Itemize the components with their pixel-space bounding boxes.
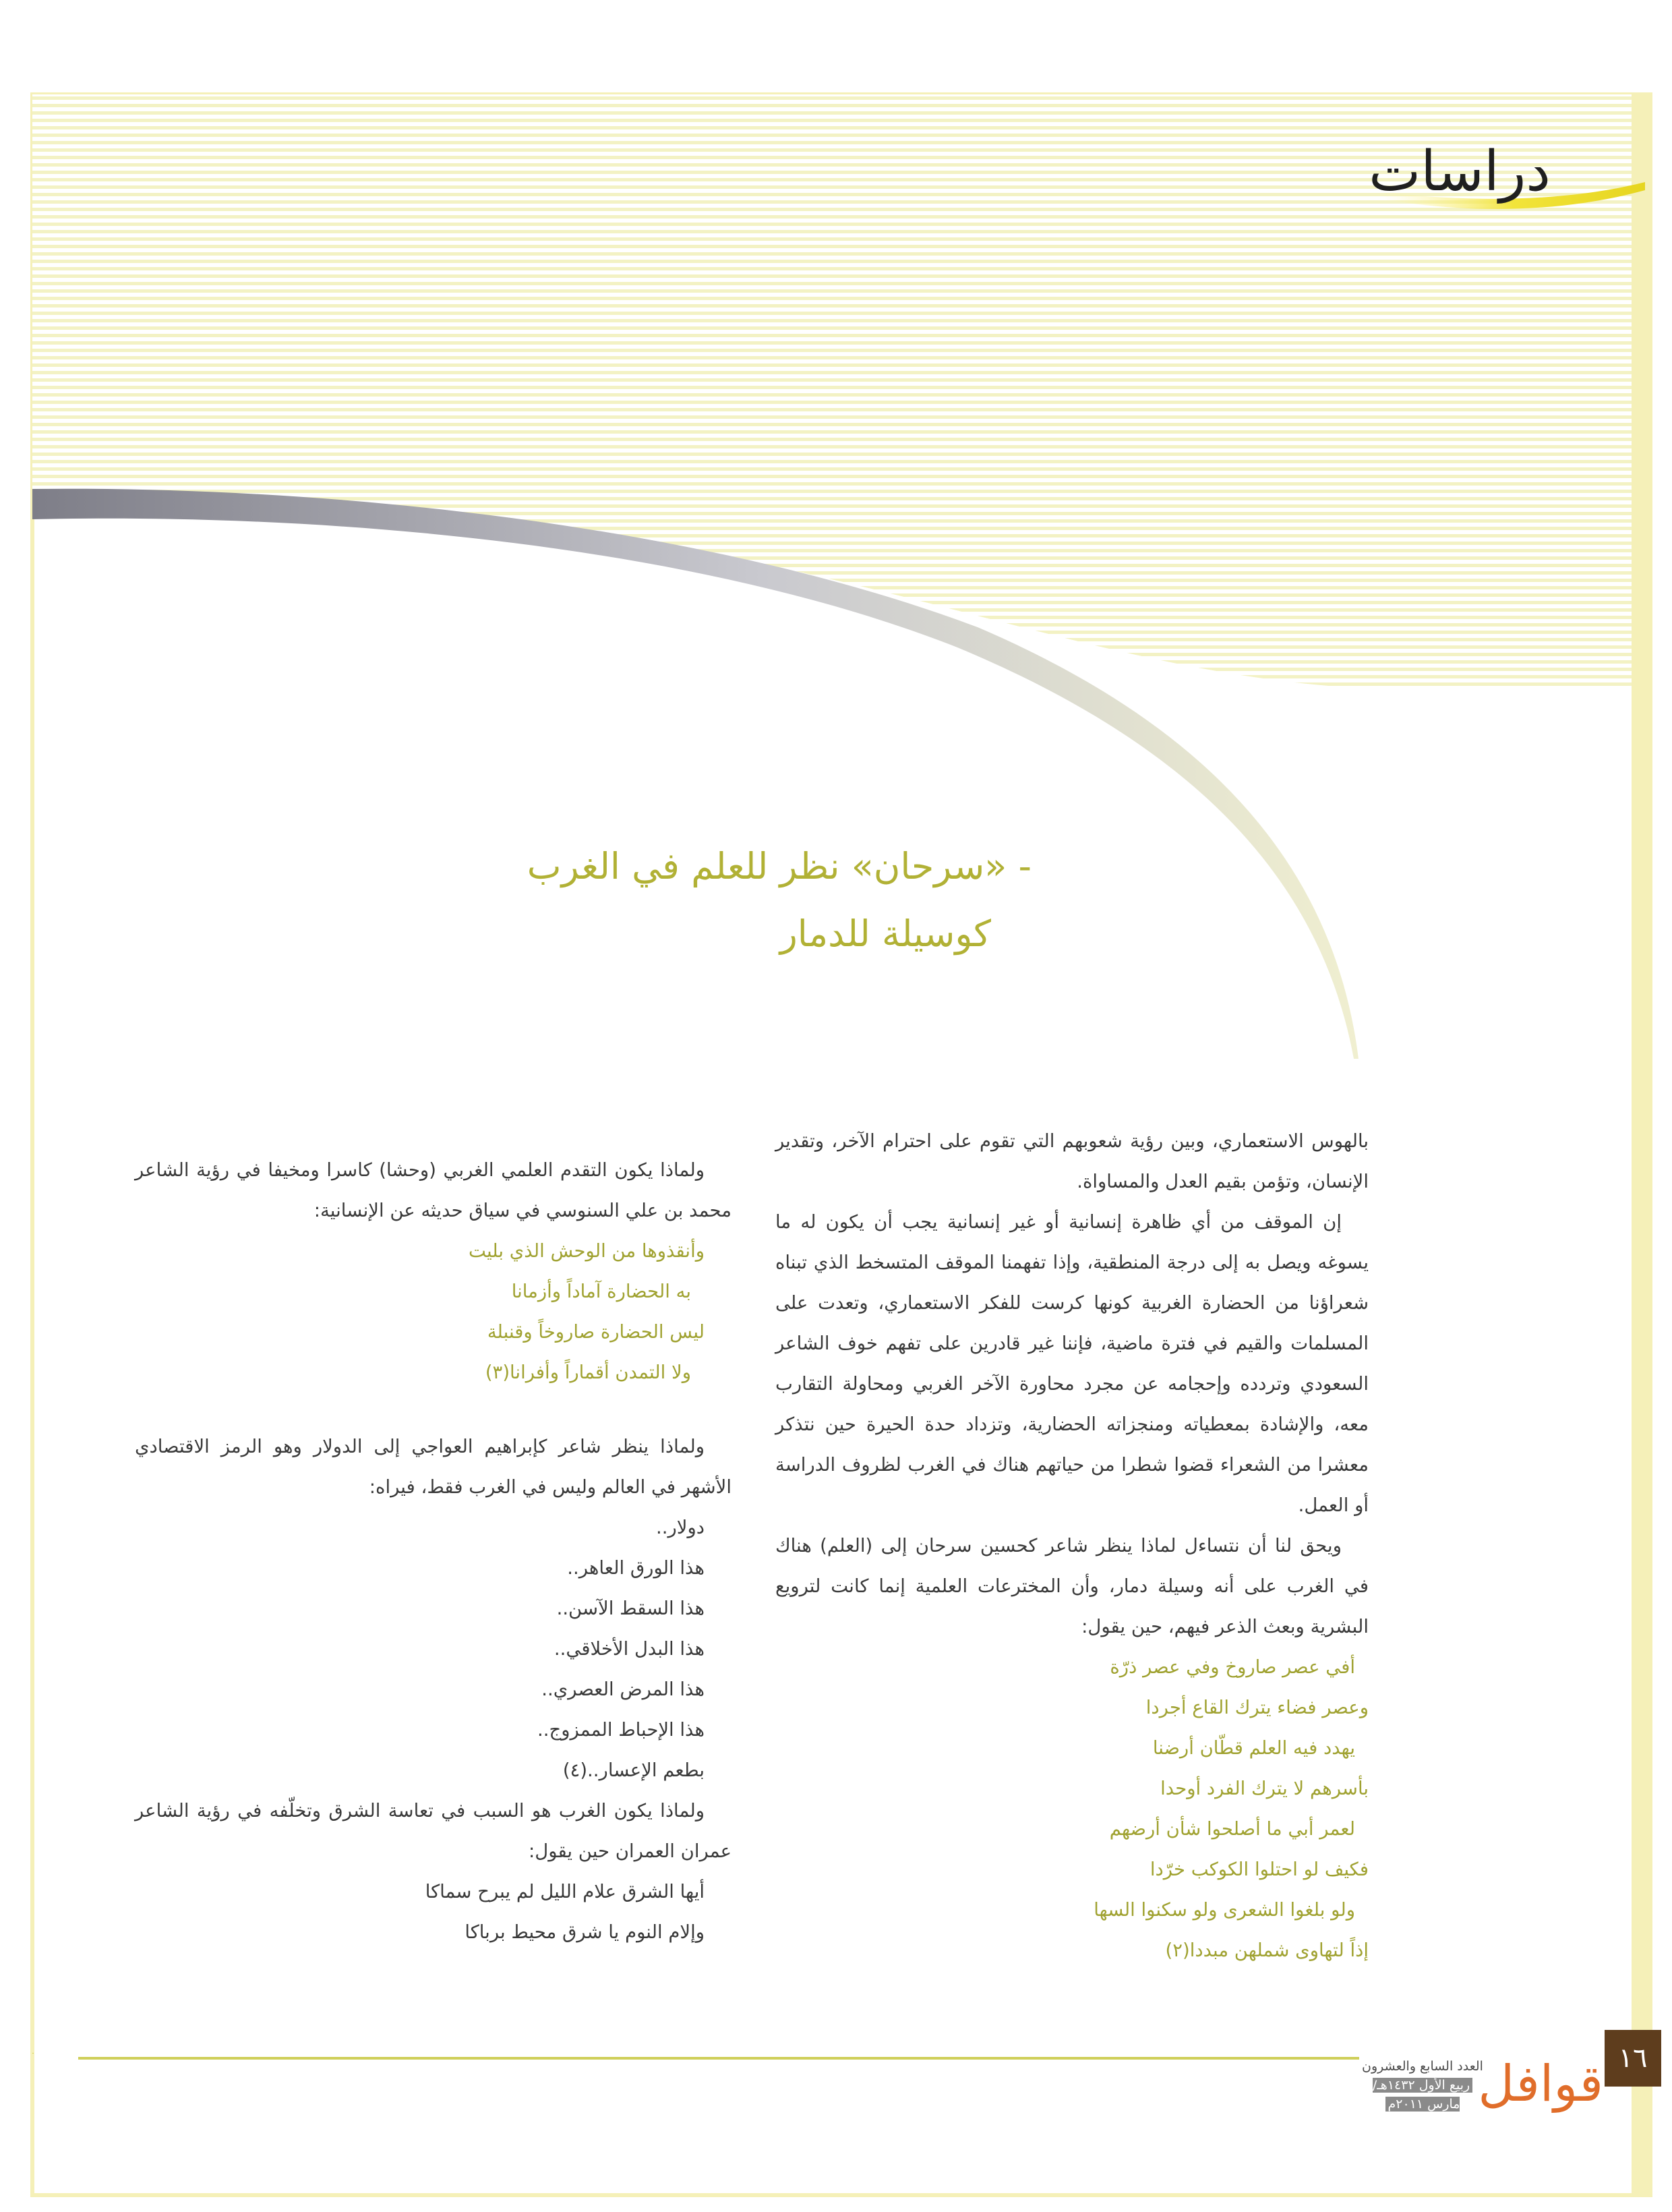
right-text-column bbox=[775, 1121, 1369, 2045]
verse-line: ولا التمدن أقماراً وأفرانا(٣) bbox=[485, 1362, 691, 1383]
issue-date bbox=[1355, 2076, 1490, 2114]
article-headline-line2: كوسيلة للدمار bbox=[779, 912, 991, 955]
verse-line: ولو بلغوا الشعرى ولو سكنوا السها bbox=[1094, 1899, 1355, 1921]
verse-line: لعمر أبي ما أصلحوا شأن أرضهم bbox=[1109, 1818, 1355, 1840]
magazine-logo: قوافل bbox=[1478, 2055, 1603, 2113]
verse-line: إذاً لتهاوى شملهن مبددا(٢) bbox=[1165, 1940, 1369, 1961]
verse-line: وعصر فضاء يترك القاع أجردا bbox=[1145, 1697, 1369, 1718]
poem-line: هذا الإحباط الممزوج.. bbox=[537, 1719, 705, 1741]
verse-line: أيها الشرق علام الليل لم يبرح سماكا bbox=[425, 1881, 705, 1902]
poem-line: بطعم الإعسار..(٤) bbox=[562, 1759, 705, 1781]
verse-line: وأنقذوها من الوحش الذي بليت bbox=[468, 1240, 705, 1262]
paragraph: إن الموقف من أي ظاهرة إنسانية أو غير إنسانية يجب أن يكون له ما يسوغه ويصل به إلى درجة المنطقية، وإذا تفهمنا الموقف المتسخط الذي تبناه شعراؤنا من الحضارة الغربية كونها كرست للفكر الاستعماري، وتعدت على المسلمات والقيم في فترة ماضية، فإننا غير قادرين على تفهم خوف الشاعر السعودي وتردده وإحجامه عن مجرد محاورة الآخر الغربي ومحاولة التقارب معه، والإشادة بمعطياته ومنجزاته الحضارية، وتزداد حدة الحيرة حين نتذكر معشرا من الشعراء قضوا شطرا من حياتهم هناك في الغرب لظروف الدراسة أو العمل. bbox=[775, 1211, 1369, 1516]
verse-line: بأسرهم لا يترك الفرد أوحدا bbox=[1160, 1778, 1369, 1799]
spacer bbox=[135, 1393, 732, 1426]
article-headline-line1: - «سرحان» نظر للعلم في الغرب bbox=[527, 845, 1032, 887]
verse-line: فكيف لو احتلوا الكوكب خرّدا bbox=[1150, 1859, 1369, 1880]
left-text-column bbox=[135, 1150, 732, 2027]
footer-rule bbox=[78, 2057, 1359, 2060]
poem-line: هذا الورق العاهر.. bbox=[567, 1557, 705, 1579]
page-number: ١٦ bbox=[1605, 2030, 1661, 2087]
verse-line: وإلام النوم يا شرق محيط برباكا bbox=[465, 1921, 705, 1943]
poem-line: هذا المرض العصري.. bbox=[541, 1679, 705, 1700]
issue-info bbox=[1355, 2057, 1490, 2114]
paragraph: ولماذا يكون الغرب هو السبب في تعاسة الشرق وتخلّفه في رؤية الشاعر عمران العمران حين يقول: bbox=[135, 1800, 732, 1862]
paragraph: بالهوس الاستعماري، وبين رؤية شعوبهم التي تقوم على احترام الآخر، وتقدير الإنسان، وتؤمن بقيم العدل والمساواة. bbox=[775, 1130, 1369, 1192]
paragraph: ويحق لنا أن نتساءل لماذا ينظر شاعر كحسين سرحان إلى (العلم) هناك في الغرب على أنه وسيلة دمار، وأن المخترعات العلمية إنما كانت لترويع البشرية وبعث الذعر فيهم، حين يقول: bbox=[775, 1535, 1369, 1637]
verse-line: ليس الحضارة صاروخاً وقنبلة bbox=[487, 1321, 705, 1343]
paragraph: ولماذا يكون التقدم العلمي الغربي (وحشا) كاسرا ومخيفا في رؤية الشاعر محمد بن علي السنوسي في سياق حديثه عن الإنسانية: bbox=[135, 1159, 732, 1221]
footer-left-rule bbox=[32, 2053, 34, 2054]
issue-number: العدد السابع والعشرون bbox=[1362, 2059, 1483, 2074]
issue-date-text: ربيع الأول ١٤٣٢هـ/ مارس ٢٠١١م bbox=[1373, 2078, 1472, 2112]
section-title: دراسات bbox=[1369, 140, 1551, 204]
paragraph: ولماذا ينظر شاعر كإبراهيم العواجي إلى الدولار وهو الرمز الاقتصادي الأشهر في العالم وليس في الغرب فقط، فيراه: bbox=[135, 1436, 732, 1498]
verse-line: أفي عصر صاروخ وفي عصر ذرّة bbox=[1110, 1656, 1355, 1678]
right-margin-band bbox=[1632, 94, 1650, 2195]
poem-line: دولار.. bbox=[656, 1517, 705, 1538]
poem-line: هذا السقط الآسن.. bbox=[556, 1598, 705, 1619]
poem-line: هذا البدل الأخلاقي.. bbox=[554, 1638, 705, 1660]
verse-line: يهدد فيه العلم قطّان أرضنا bbox=[1152, 1737, 1355, 1759]
verse-line: به الحضارة آماداً وأزمانا bbox=[511, 1281, 691, 1302]
